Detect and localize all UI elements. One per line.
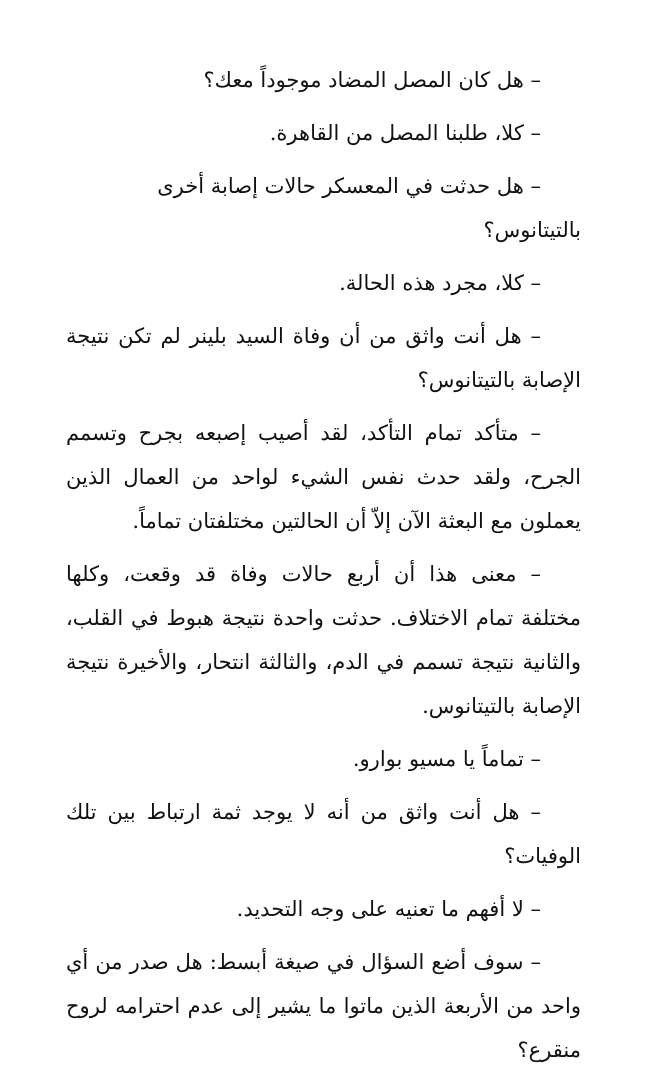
- dialogue-line: – هل كان المصل المضاد موجوداً معك؟: [203, 68, 541, 92]
- dialogue-line: – هل حدثت في المعسكر حالات إصابة أخرى بالتيتانوس؟: [157, 174, 581, 242]
- page-text: [66, 58, 581, 1081]
- dialogue-line: – كلا، مجرد هذه الحالة.: [339, 271, 541, 295]
- dialogue-line: – سوف أضع السؤال في صيغة أبسط: هل صدر من أي واحد من الأربعة الذين ماتوا ما يشير إلى عدم احترامه لروح منقرع؟: [66, 950, 581, 1062]
- dialogue-line: – هل أنت واثق من أن وفاة السيد بلينر لم تكن نتيجة الإصابة بالتيتانوس؟: [66, 324, 581, 392]
- dialogue-line: – كلا، طلبنا المصل من القاهرة.: [269, 121, 541, 145]
- dialogue-line: – هل أنت واثق من أنه لا يوجد ثمة ارتباط بين تلك الوفيات؟: [66, 800, 581, 868]
- dialogue-line: – تماماً يا مسيو بوارو.: [352, 747, 541, 771]
- dialogue-line: – متأكد تمام التأكد، لقد أصيب إصبعه بجرح وتسمم الجرح، ولقد حدث نفس الشيء لواحد من العمال الذين يعملون مع البعثة الآن إلاّ أن الحالتين مختلفتان تماماً.: [66, 421, 581, 533]
- dialogue-line: – معنى هذا أن أربع حالات وفاة قد وقعت، وكلها مختلفة تمام الاختلاف. حدثت واحدة نتيجة هبوط في القلب، والثانية نتيجة تسمم في الدم، والثالثة انتحار، والأخيرة نتيجة الإصابة بالتيتانوس.: [66, 562, 581, 718]
- dialogue-line: – لا أفهم ما تعنيه على وجه التحديد.: [236, 897, 541, 921]
